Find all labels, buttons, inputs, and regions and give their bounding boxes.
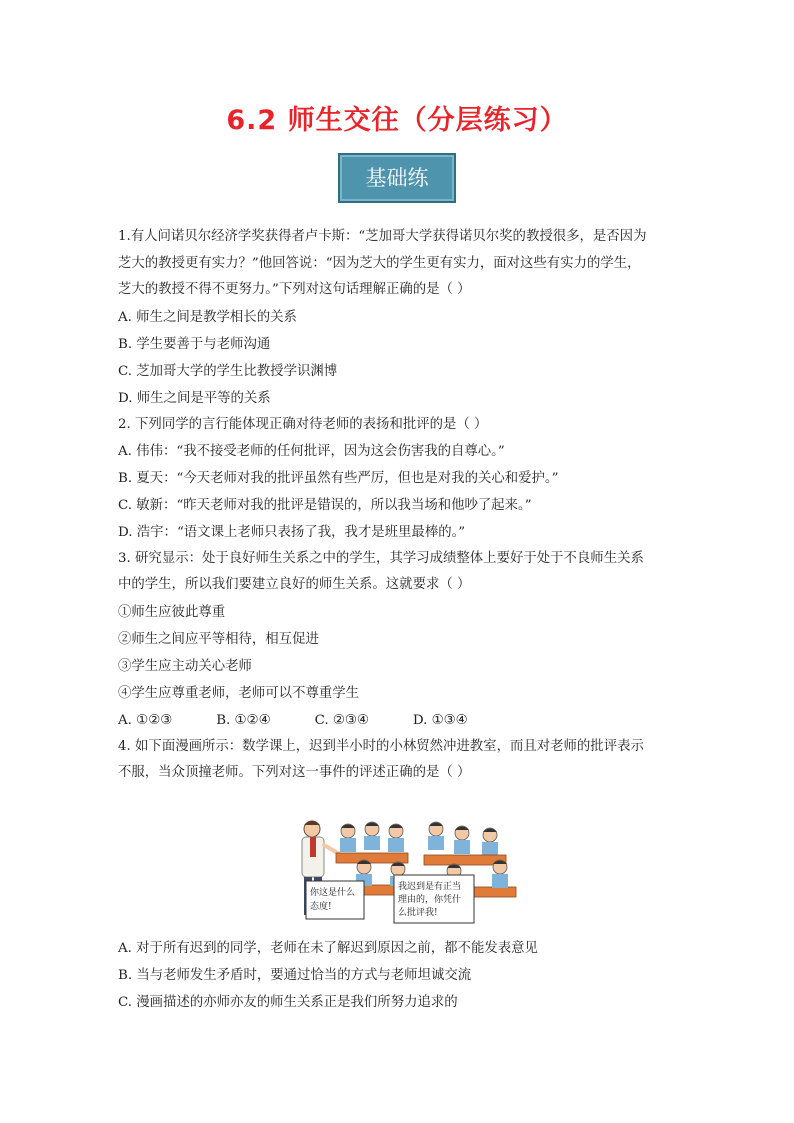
question-1-line: 1.有人问诺贝尔经济学奖获得者卢卡斯：“芝加哥大学获得诺贝尔奖的教授很多，是否因为 [118, 229, 647, 244]
question-2-option-c: C. 敏新：“昨天老师对我的批评是错误的，所以我当场和他吵了起来。” [118, 497, 532, 513]
question-3-option-b: B. ①②④ [216, 712, 271, 728]
question-1-option-d: D. 师生之间是平等的关系 [118, 390, 271, 406]
question-1 [118, 224, 678, 412]
question-3-item: ①师生应彼此尊重 [118, 604, 226, 620]
question-4-option-b: B. 当与老师发生矛盾时，要通过恰当的方式与老师坦诚交流 [118, 967, 472, 983]
question-1-line: 芝大的教授不得不更努力。”下列对这句话理解正确的是（ ） [118, 282, 471, 297]
question-2 [118, 412, 678, 546]
question-4-option-c: C. 漫画描述的亦师亦友的师生关系正是我们所努力追求的 [118, 994, 458, 1010]
students-back-row [340, 822, 498, 856]
question-2-option-b: B. 夏天：“今天老师对我的批评虽然有些严厉，但也是对我的关心和爱护。” [118, 470, 559, 486]
question-2-line: 2. 下列同学的言行能体现正确对待老师的表扬和批评的是（ ） [118, 416, 488, 432]
question-3-item: ③学生应主动关心老师 [118, 658, 252, 674]
classroom-cartoon-drawing [286, 815, 526, 927]
classroom-cartoon [286, 815, 526, 927]
question-1-option-b: B. 学生要善于与老师沟通 [118, 336, 271, 352]
question-3-option-d: D. ①③④ [412, 712, 468, 728]
question-3-item: ④学生应尊重老师，老师可以不尊重学生 [118, 685, 360, 701]
question-1-option-a: A. 师生之间是教学相长的关系 [118, 309, 297, 325]
student-speech-line: 理由的，你凭什 [398, 894, 462, 905]
exercise-content [118, 224, 678, 1016]
question-2-option-a: A. 伟伟：“我不接受老师的任何批评，因为这会伤害我的自尊心。” [118, 443, 505, 459]
question-1-line: 芝大的教授更有实力？”他回答说：“因为芝大的学生更有实力，面对这些有实力的学生， [118, 255, 641, 271]
page-title: 6.2 师生交往（分层练习） [226, 105, 568, 136]
question-3-line: 中的学生，所以我们要建立良好的师生关系。这就要求（ ） [118, 577, 471, 592]
student-speech-bubble [394, 875, 474, 923]
student-speech-line: 我迟到是有正当 [398, 881, 462, 892]
section-badge: 基础练 [338, 153, 456, 203]
question-3-option-c: C. ②③④ [314, 712, 369, 728]
question-3-item: ②师生之间应平等相待，相互促进 [118, 631, 319, 647]
teacher-speech-line: 态度! [310, 901, 332, 912]
question-3-line: 3. 研究显示：处于良好师生关系之中的学生，其学习成绩整体上要好于处于不良师生关系 [118, 550, 644, 566]
question-1-option-c: C. 芝加哥大学的学生比教授学识渊博 [118, 363, 338, 379]
question-3 [118, 546, 678, 734]
teacher-speech-line: 你这是什么 [310, 887, 356, 898]
question-4-option-a: A. 对于所有迟到的同学，老师在未了解迟到原因之前，都不能发表意见 [118, 940, 538, 956]
student-speech-line: 么批评我! [398, 907, 438, 918]
question-4 [118, 734, 678, 1016]
teacher-speech-bubble [306, 881, 364, 919]
question-3-options [118, 707, 678, 734]
question-4-line: 4. 如下面漫画所示：数学课上，迟到半小时的小林贸然冲进教室，而且对老师的批评表示 [118, 738, 644, 754]
question-3-option-a: A. ①②③ [118, 712, 173, 728]
question-4-line: 不服，当众顶撞老师。下列对这一事件的评述正确的是（ ） [118, 765, 471, 780]
question-2-option-d: D. 浩宇：“语文课上老师只表扬了我，我才是班里最棒的。” [118, 524, 466, 540]
